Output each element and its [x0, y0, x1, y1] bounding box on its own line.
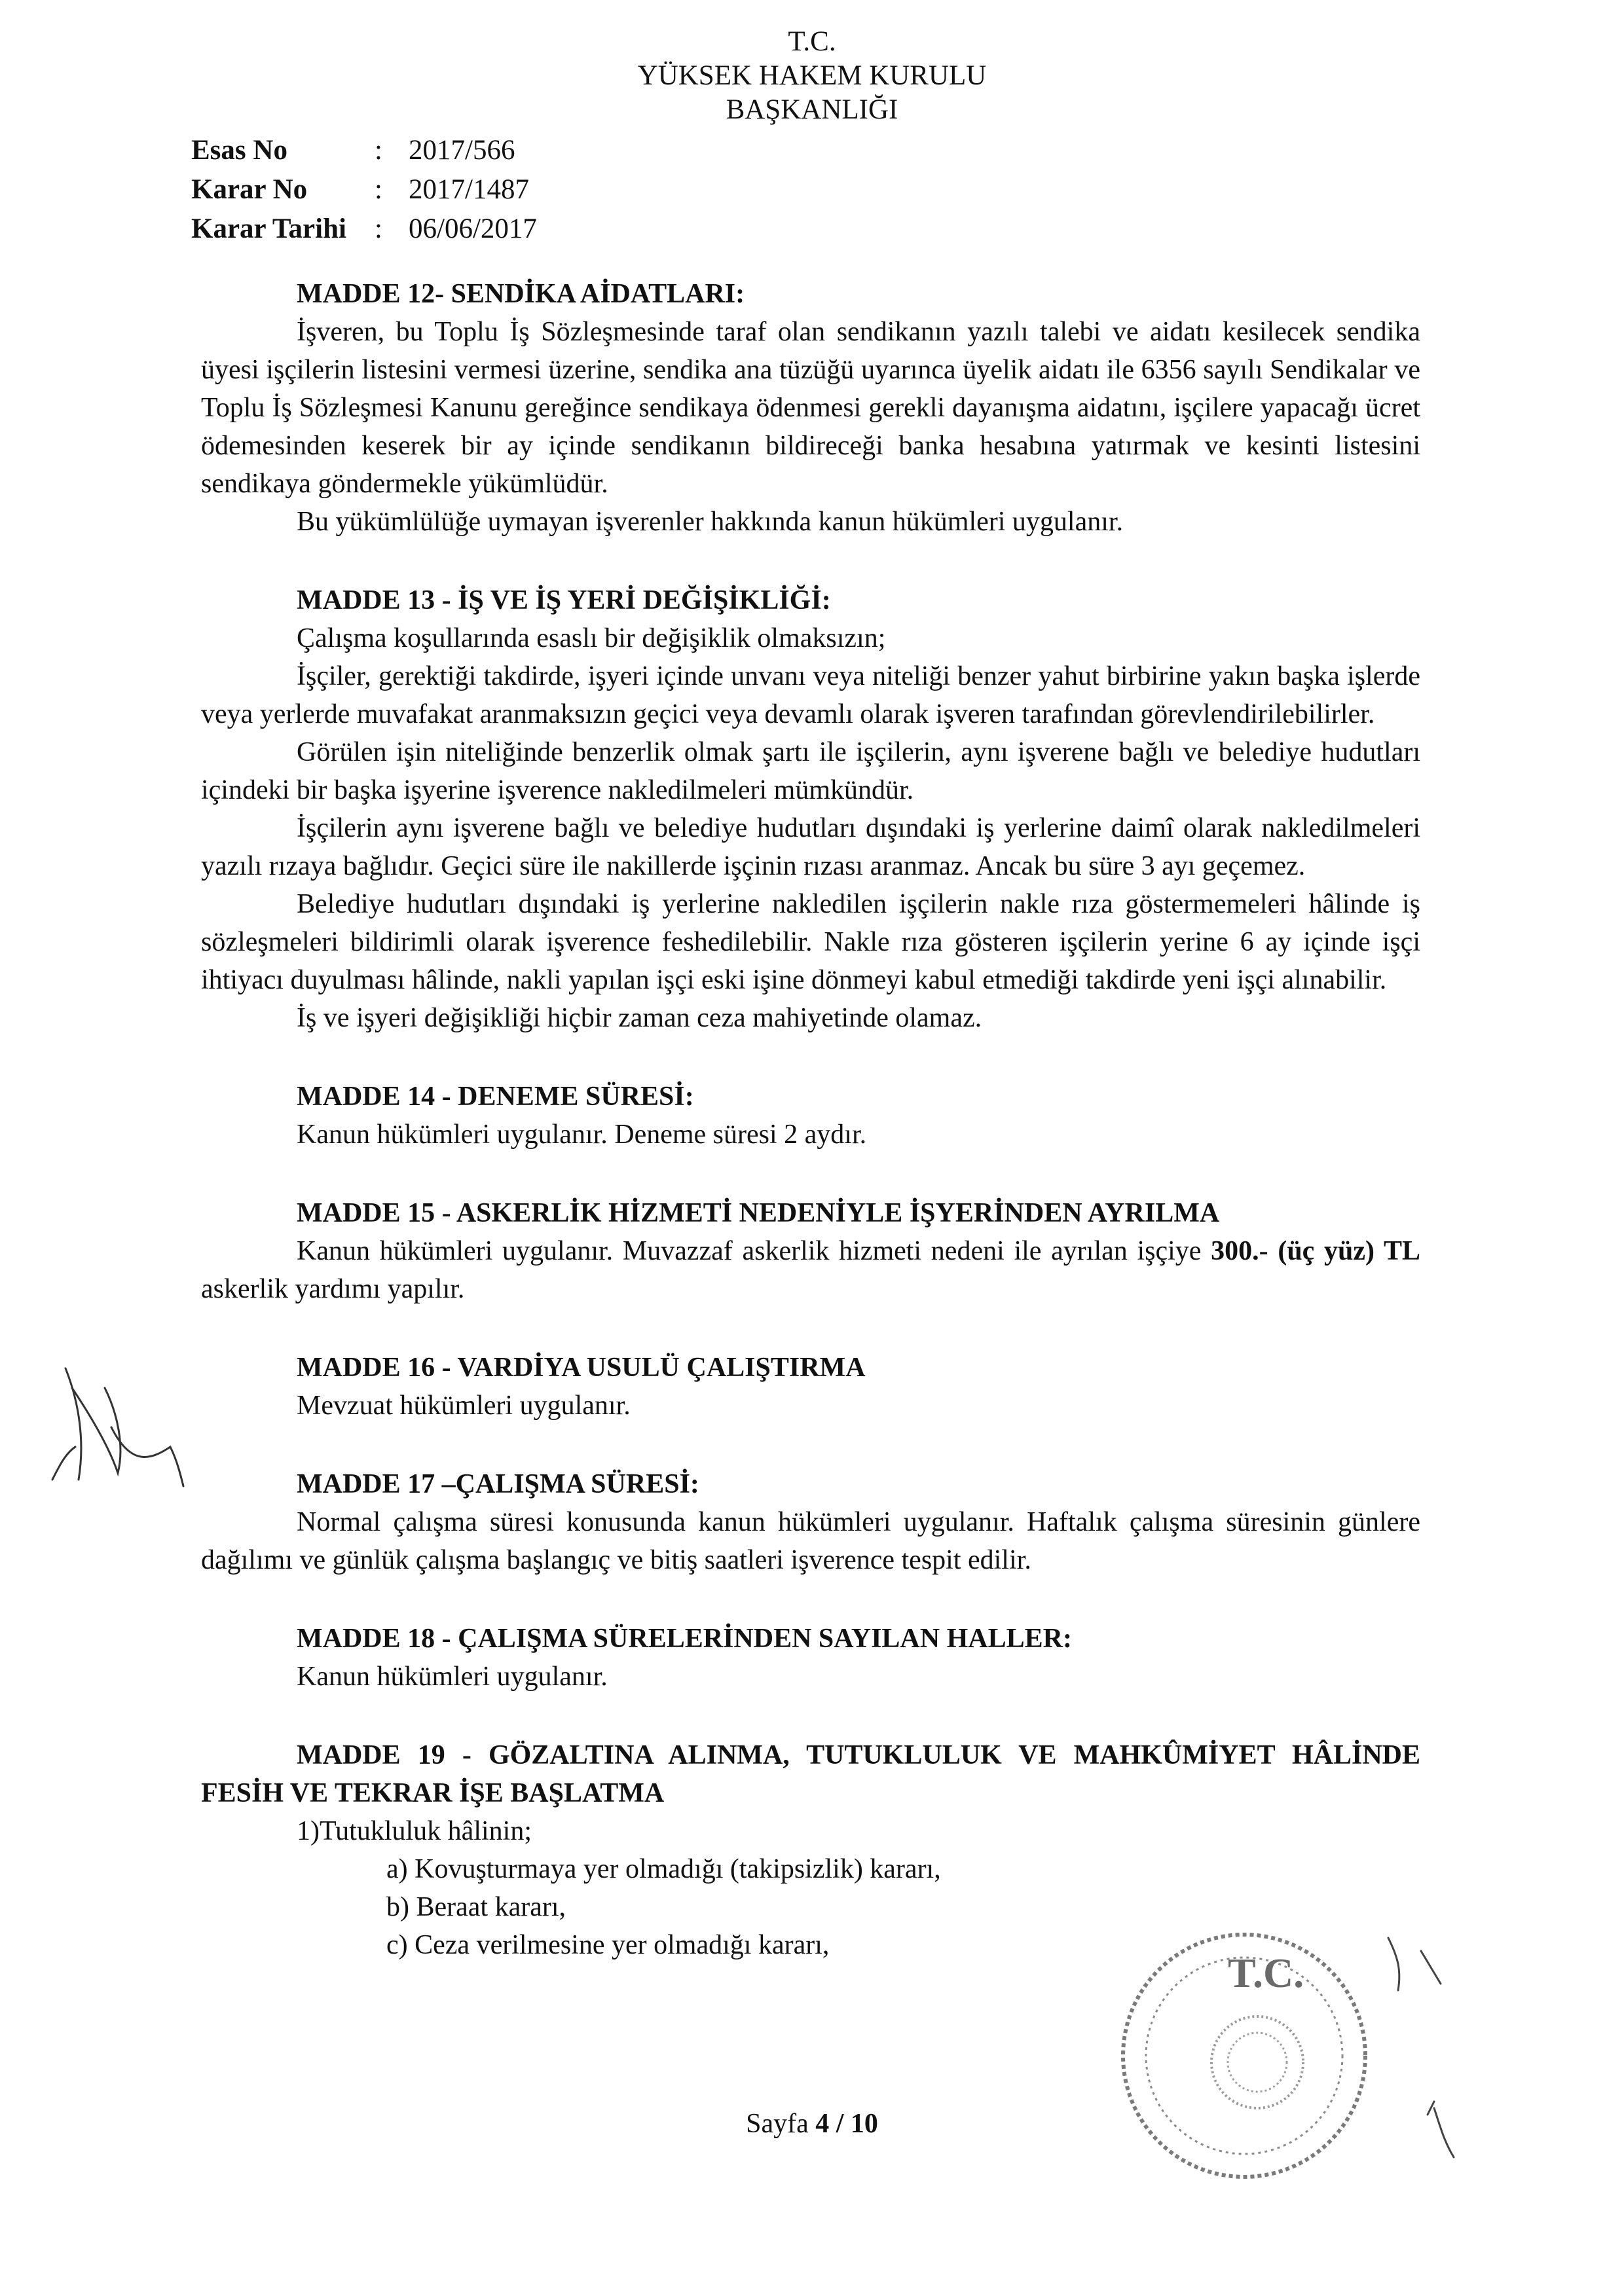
karar-tarihi-colon: : — [375, 213, 382, 244]
page-separator: / — [836, 2109, 844, 2139]
article-16-title: MADDE 16 - VARDİYA USULÜ ÇALIŞTIRMA — [297, 1353, 866, 1383]
article-18-title: MADDE 18 - ÇALIŞMA SÜRELERİNDEN SAYILAN HALLER: — [297, 1624, 1072, 1654]
page-total: 10 — [850, 2109, 878, 2139]
signature-mark — [39, 1349, 190, 1499]
article-15-text-start: Kanun hükümleri uygulanır. Muvazzaf askerlik hizmeti nedeni ile ayrılan işçiye — [297, 1236, 1211, 1266]
article-19-item-c: c) Ceza verilmesine yer olmadığı kararı, — [386, 1930, 830, 1960]
article-18-paragraph-1: Kanun hükümleri uygulanır. — [297, 1662, 608, 1692]
article-19-item-a: a) Kovuşturmaya yer olmadığı (takipsizlik) kararı, — [386, 1854, 941, 1884]
article-12-paragraph-1: İşveren, bu Toplu İş Sözleşmesinde taraf olan sendikanın yazılı talebi ve aidatı kesilecek sendika üyesi işçilerin listesini vermesi üzerine, sendika ana tüzüğü uyarınca üyelik aidatı ile 6356 sayılı Sendikalar ve Toplu İş Sözleşmesi Kanunu gereğince sendikaya ödenmesi gerekli dayanışma aidatını, işçilere yapacağı ücret ödemesinden keserek bir ay içinde sendikanın bildireceği banka hesabına yatırmak ve kesinti listesini sendikaya göndermekle yükümlüdür. — [201, 317, 1420, 499]
margin-stroke — [1362, 1931, 1480, 2160]
article-12-title: MADDE 12- SENDİKA AİDATLARI: — [297, 279, 745, 309]
esas-no-colon: : — [375, 135, 382, 166]
case-info — [191, 131, 537, 249]
header-tc: T.C. — [788, 26, 836, 57]
article-15-paragraph-1 — [201, 1232, 1420, 1308]
article-15-amount: 300.- (üç yüz) TL — [1211, 1236, 1420, 1266]
article-13-paragraph-2: İşçiler, gerektiği takdirde, işyeri içinde unvanı veya niteliği benzer yahut birbirine yakın başka işlerde veya yerlerde muvafakat aranmaksızın geçici veya devamlı olarak işveren tarafından görevlendirilebilirler. — [201, 661, 1420, 729]
article-13-paragraph-5: Belediye hudutları dışındaki iş yerlerine nakledilen işçilerin nakle rıza göstermemeleri hâlinde iş sözleşmeleri bildirimli olarak işverence feshedilebilir. Nakle rıza gösteren işçilerin yerine 6 ay içinde işçi ihtiyacı duyulması hâlinde, nakli yapılan işçi eski işine dönmeyi kabul etmediği takdirde yeni işçi alınabilir. — [201, 889, 1420, 995]
article-17-title: MADDE 17 –ÇALIŞMA SÜRESİ: — [297, 1469, 699, 1499]
article-19-title: MADDE 19 - GÖZALTINA ALINMA, TUTUKLULUK VE MAHKÛMİYET HÂLİNDE FESİH VE TEKRAR İŞE BAŞLATMA — [201, 1740, 1420, 1808]
article-15-title: MADDE 15 - ASKERLİK HİZMETİ NEDENİYLE İŞYERİNDEN AYRILMA — [297, 1198, 1220, 1228]
official-seal — [1080, 1912, 1408, 2193]
article-16-paragraph-1: Mevzuat hükümleri uygulanır. — [297, 1391, 631, 1421]
page-label: Sayfa — [746, 2109, 809, 2139]
header-presidency: BAŞKANLIĞI — [726, 94, 898, 125]
esas-no-value: 2017/566 — [409, 135, 515, 166]
esas-no-label: Esas No — [191, 135, 287, 166]
karar-tarihi-row — [191, 210, 537, 249]
karar-no-label: Karar No — [191, 174, 308, 205]
article-13-paragraph-1: Çalışma koşullarında esaslı bir değişiklik olmaksızın; — [297, 623, 886, 653]
karar-no-colon: : — [375, 174, 382, 205]
seal-text: T.C. — [1228, 1950, 1304, 1996]
page-current: 4 — [815, 2109, 830, 2139]
karar-tarihi-label: Karar Tarihi — [191, 213, 346, 244]
article-19-paragraph-1: 1)Tutukluluk hâlinin; — [297, 1816, 532, 1846]
article-17-paragraph-1: Normal çalışma süresi konusunda kanun hükümleri uygulanır. Haftalık çalışma süresinin günlere dağılımı ve günlük çalışma başlangıç ve bitiş saatleri işverence tespit edilir. — [201, 1507, 1420, 1575]
document-header — [485, 25, 1139, 127]
article-14-title: MADDE 14 - DENEME SÜRESİ: — [297, 1082, 694, 1112]
esas-no-row — [191, 131, 537, 170]
article-13-paragraph-4: İşçilerin aynı işverene bağlı ve belediye hudutları dışındaki iş yerlerine daimî olarak nakledilmeleri yazılı rızaya bağlıdır. Geçici süre ile nakillerde işçinin rızası aranmaz. Ancak bu süre 3 ayı geçemez. — [201, 813, 1420, 881]
karar-no-row — [191, 170, 537, 210]
karar-no-value: 2017/1487 — [409, 174, 529, 205]
article-13-title: MADDE 13 - İŞ VE İŞ YERİ DEĞİŞİKLİĞİ: — [297, 585, 831, 615]
article-13-paragraph-6: İş ve işyeri değişikliği hiçbir zaman ceza mahiyetinde olamaz. — [297, 1003, 982, 1033]
article-12-paragraph-2: Bu yükümlülüğe uymayan işverenler hakkında kanun hükümleri uygulanır. — [297, 507, 1124, 537]
document-body — [201, 275, 1420, 1964]
header-institution: YÜKSEK HAKEM KURULU — [637, 60, 987, 91]
article-15-text-end: askerlik yardımı yapılır. — [201, 1274, 465, 1304]
article-13-paragraph-3: Görülen işin niteliğinde benzerlik olmak şartı ile işçilerin, aynı işverene bağlı ve belediye hudutları içindeki bir başka işyerine işverence nakledilmeleri mümkündür. — [201, 737, 1420, 805]
article-19-item-b: b) Beraat kararı, — [386, 1892, 566, 1922]
karar-tarihi-value: 06/06/2017 — [409, 213, 537, 244]
article-14-paragraph-1: Kanun hükümleri uygulanır. Deneme süresi 2 aydır. — [297, 1120, 867, 1150]
